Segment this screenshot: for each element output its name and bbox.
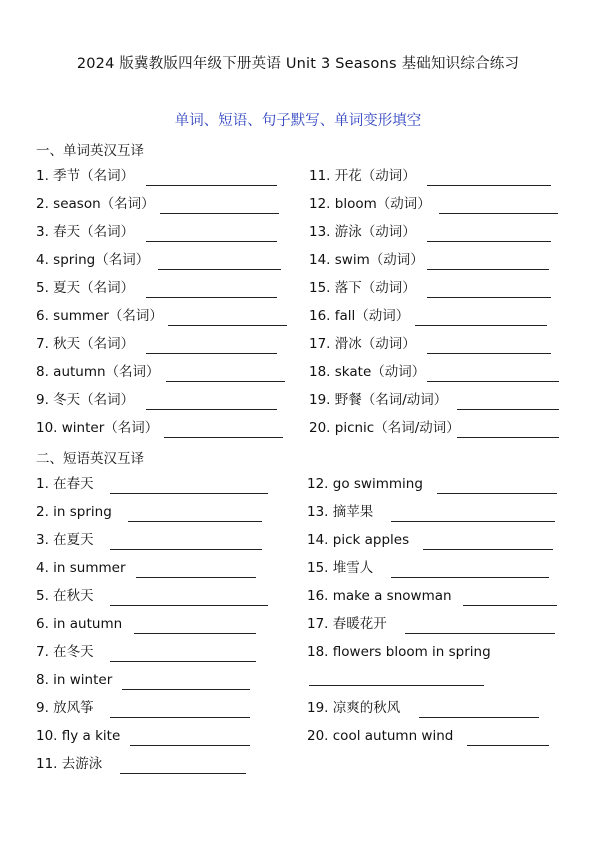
answer-blank[interactable] bbox=[463, 605, 557, 606]
list-item: 4. in summer bbox=[36, 559, 258, 577]
answer-blank[interactable] bbox=[439, 213, 558, 214]
answer-blank[interactable] bbox=[146, 185, 277, 186]
list-item: 1. 在春天 bbox=[36, 475, 270, 493]
list-item: 2. in spring bbox=[36, 503, 264, 521]
list-item: 6. in autumn bbox=[36, 615, 258, 633]
answer-blank[interactable] bbox=[110, 661, 256, 662]
answer-blank[interactable] bbox=[146, 353, 277, 354]
answer-blank[interactable] bbox=[166, 381, 285, 382]
list-item: 7. 在冬天 bbox=[36, 643, 258, 661]
answer-blank[interactable] bbox=[427, 297, 551, 298]
answer-blank[interactable] bbox=[437, 493, 557, 494]
answer-blank[interactable] bbox=[457, 437, 559, 438]
list-item: 11. 开花（动词） bbox=[309, 167, 553, 185]
answer-blank[interactable] bbox=[110, 717, 250, 718]
answer-blank[interactable] bbox=[419, 717, 539, 718]
answer-blank[interactable] bbox=[120, 773, 246, 774]
answer-blank[interactable] bbox=[168, 325, 287, 326]
answer-blank[interactable] bbox=[427, 269, 549, 270]
answer-blank[interactable] bbox=[391, 577, 549, 578]
list-item: 14. swim（动词） bbox=[309, 251, 551, 269]
answer-blank[interactable] bbox=[427, 185, 551, 186]
list-item: 10. fly a kite bbox=[36, 727, 252, 745]
list-item: 6. summer（名词） bbox=[36, 307, 288, 325]
list-item: 15. 落下（动词） bbox=[309, 279, 553, 297]
list-item: 13. 摘苹果 bbox=[307, 503, 557, 521]
list-item: 17. 滑冰（动词） bbox=[309, 335, 553, 353]
list-item: 14. pick apples bbox=[307, 531, 555, 549]
answer-blank[interactable] bbox=[160, 213, 279, 214]
list-item: 12. go swimming bbox=[307, 475, 559, 493]
list-item: 5. 在秋天 bbox=[36, 587, 270, 605]
list-item: 20. cool autumn wind bbox=[307, 727, 551, 745]
answer-blank[interactable] bbox=[391, 521, 555, 522]
list-item: 1. 季节（名词） bbox=[36, 167, 278, 185]
answer-blank[interactable] bbox=[457, 409, 559, 410]
list-item: 11. 去游泳 bbox=[36, 755, 248, 773]
list-item: 2. season（名词） bbox=[36, 195, 280, 213]
answer-blank[interactable] bbox=[427, 353, 551, 354]
answer-blank[interactable] bbox=[146, 297, 277, 298]
list-item: 3. 在夏天 bbox=[36, 531, 264, 549]
list-item: 19. 凉爽的秋风 bbox=[307, 699, 541, 717]
answer-blank[interactable] bbox=[110, 493, 268, 494]
answer-blank[interactable] bbox=[423, 549, 553, 550]
list-item: 18. flowers bloom in spring bbox=[307, 644, 491, 660]
answer-blank[interactable] bbox=[122, 689, 250, 690]
answer-blank[interactable] bbox=[134, 633, 256, 634]
answer-blank[interactable] bbox=[146, 409, 277, 410]
answer-blank[interactable] bbox=[146, 241, 277, 242]
answer-blank[interactable] bbox=[309, 685, 484, 686]
list-item: 7. 秋天（名词） bbox=[36, 335, 278, 353]
list-item: 3. 春天（名词） bbox=[36, 223, 278, 241]
list-item: 4. spring（名词） bbox=[36, 251, 282, 269]
part1-heading: 一、单词英汉互译 bbox=[36, 143, 144, 159]
answer-blank[interactable] bbox=[110, 549, 262, 550]
answer-blank[interactable] bbox=[427, 381, 559, 382]
list-item: 9. 放风筝 bbox=[36, 699, 252, 717]
answer-blank[interactable] bbox=[415, 325, 547, 326]
part2-heading: 二、短语英汉互译 bbox=[36, 451, 144, 467]
answer-blank[interactable] bbox=[158, 269, 281, 270]
answer-blank[interactable] bbox=[164, 437, 283, 438]
list-item: 9. 冬天（名词） bbox=[36, 391, 278, 409]
answer-blank[interactable] bbox=[405, 633, 555, 634]
answer-blank[interactable] bbox=[427, 241, 551, 242]
list-item: 15. 堆雪人 bbox=[307, 559, 551, 577]
answer-blank[interactable] bbox=[136, 577, 256, 578]
list-item: 18. skate（动词） bbox=[309, 363, 561, 381]
list-item: 16. make a snowman bbox=[307, 587, 559, 605]
page-title: 2024 版冀教版四年级下册英语 Unit 3 Seasons 基础知识综合练习 bbox=[76, 56, 520, 72]
list-item: 10. winter（名词） bbox=[36, 419, 284, 437]
list-item: 8. autumn（名词） bbox=[36, 363, 286, 381]
answer-blank[interactable] bbox=[110, 605, 268, 606]
answer-blank[interactable] bbox=[128, 521, 262, 522]
list-item: 16. fall（动词） bbox=[309, 307, 549, 325]
list-item: 20. picnic（名词/动词） bbox=[309, 419, 561, 437]
answer-blank[interactable] bbox=[467, 745, 549, 746]
section-title: 单词、短语、句子默写、单词变形填空 bbox=[174, 113, 422, 129]
list-item: 19. 野餐（名词/动词） bbox=[309, 391, 561, 409]
list-item: 5. 夏天（名词） bbox=[36, 279, 278, 297]
list-item: 8. in winter bbox=[36, 671, 252, 689]
list-item: 13. 游泳（动词） bbox=[309, 223, 553, 241]
list-item: 12. bloom（动词） bbox=[309, 195, 559, 213]
answer-blank[interactable] bbox=[130, 745, 250, 746]
list-item: 17. 春暖花开 bbox=[307, 615, 557, 633]
